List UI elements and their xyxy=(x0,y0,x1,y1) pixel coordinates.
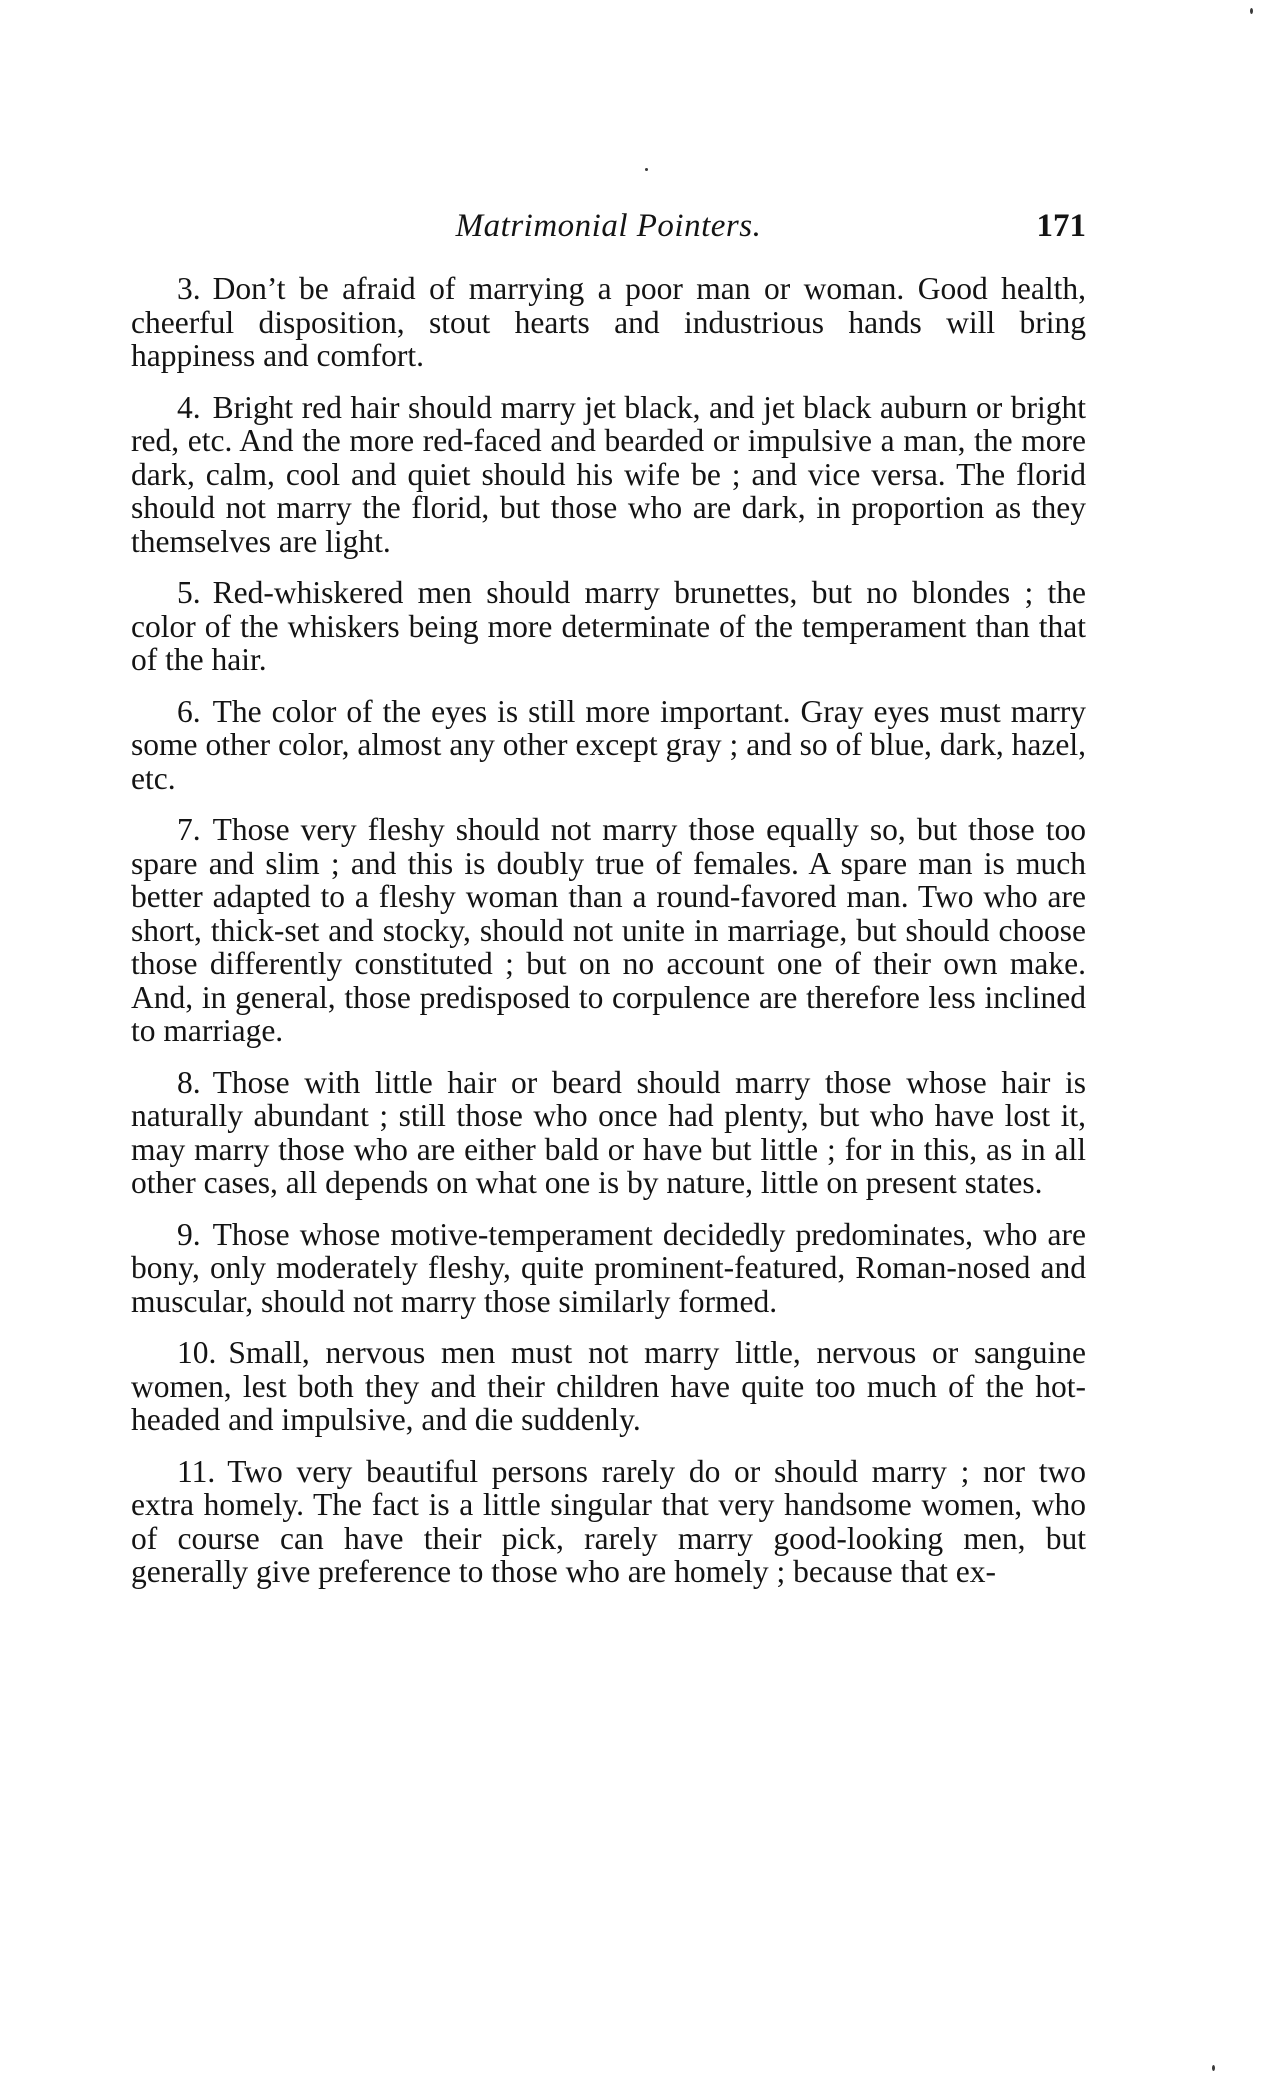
paragraph-8 xyxy=(131,1066,1086,1200)
paragraph-text: The color of the eyes is still more important. Gray eyes must marry some other color, almost any other except gray ; and so of blue, dark, hazel, etc. xyxy=(131,693,1086,796)
paragraph-4 xyxy=(131,391,1086,559)
paragraph-text: Red-whiskered men should marry brunettes, but no blondes ; the color of the whiskers being more determinate of the temperament than that of the hair. xyxy=(131,575,1086,677)
page-header xyxy=(131,208,1086,252)
paragraph-number: 6. xyxy=(177,693,201,729)
paragraph-number: 7. xyxy=(177,812,201,847)
paragraph-number: 10. xyxy=(177,1335,217,1370)
paragraph-text: Those with little hair or beard should marry those whose hair is naturally abundant ; still those who once had plenty, but who have lost it, may marry those who are either bald or have but little ; for in this, as in all other cases, all depends on what one is by nature, little on present states. xyxy=(131,1064,1086,1200)
paragraph-7 xyxy=(131,813,1086,1048)
paragraph-9 xyxy=(131,1218,1086,1319)
paragraph-number: 9. xyxy=(177,1216,201,1252)
paragraph-11 xyxy=(131,1455,1086,1589)
paragraph-number: 8. xyxy=(177,1064,201,1100)
page-number: 171 xyxy=(1036,208,1086,244)
paragraph-text: Those whose motive-temperament decidedly predominates, who are bony, only moderately fleshy, quite prominent-featured, Roman-nosed and muscular, should not marry those similarly formed. xyxy=(131,1216,1086,1319)
body-text xyxy=(131,272,1086,1607)
scan-speck xyxy=(1212,2065,1215,2071)
paragraph-number: 5. xyxy=(177,575,201,610)
paragraph-3 xyxy=(131,272,1086,373)
paragraph-number: 4. xyxy=(177,389,201,425)
paragraph-text: Bright red hair should marry jet black, and jet black auburn or bright red, etc. And the more red-faced and bearded or impulsive a man, the more dark, calm, cool and quiet should his wife be ; and vice versa. The florid should not marry the florid, but those who are dark, in proportion as they themselves are light. xyxy=(131,389,1086,559)
running-head: Matrimonial Pointers. xyxy=(455,208,762,244)
paragraph-10 xyxy=(131,1336,1086,1437)
paragraph-text: Those very fleshy should not marry those equally so, but those too spare and slim ; and this is doubly true of females. A spare man is much better adapted to a fleshy woman than a round-favored man. Two who are short, thick-set and stocky, should not unite in marriage, but should choose those differently constituted ; but on no account one of their own make. And, in general, those predisposed to corpulence are therefore less inclined to marriage. xyxy=(131,812,1086,1048)
paragraph-number: 11. xyxy=(177,1453,216,1489)
scan-speck xyxy=(645,168,648,171)
paragraph-text: Two very beautiful persons rarely do or should marry ; nor two extra homely. The fact is a little singular that very handsome women, who of course can have their pick, rarely marry good-looking men, but generally give preference to those who are homely ; because that ex- xyxy=(131,1453,1086,1589)
paragraph-number: 3. xyxy=(177,271,201,306)
paragraph-5 xyxy=(131,576,1086,677)
paragraph-text: Small, nervous men must not marry little, nervous or sanguine women, lest both they and their children have quite too much of the hot-headed and impulsive, and die suddenly. xyxy=(131,1335,1086,1437)
scan-speck xyxy=(1250,8,1253,14)
paragraph-6 xyxy=(131,695,1086,796)
paragraph-text: Don’t be afraid of marrying a poor man or woman. Good health, cheerful disposition, stout hearts and industrious hands will bring happiness and comfort. xyxy=(131,271,1086,373)
